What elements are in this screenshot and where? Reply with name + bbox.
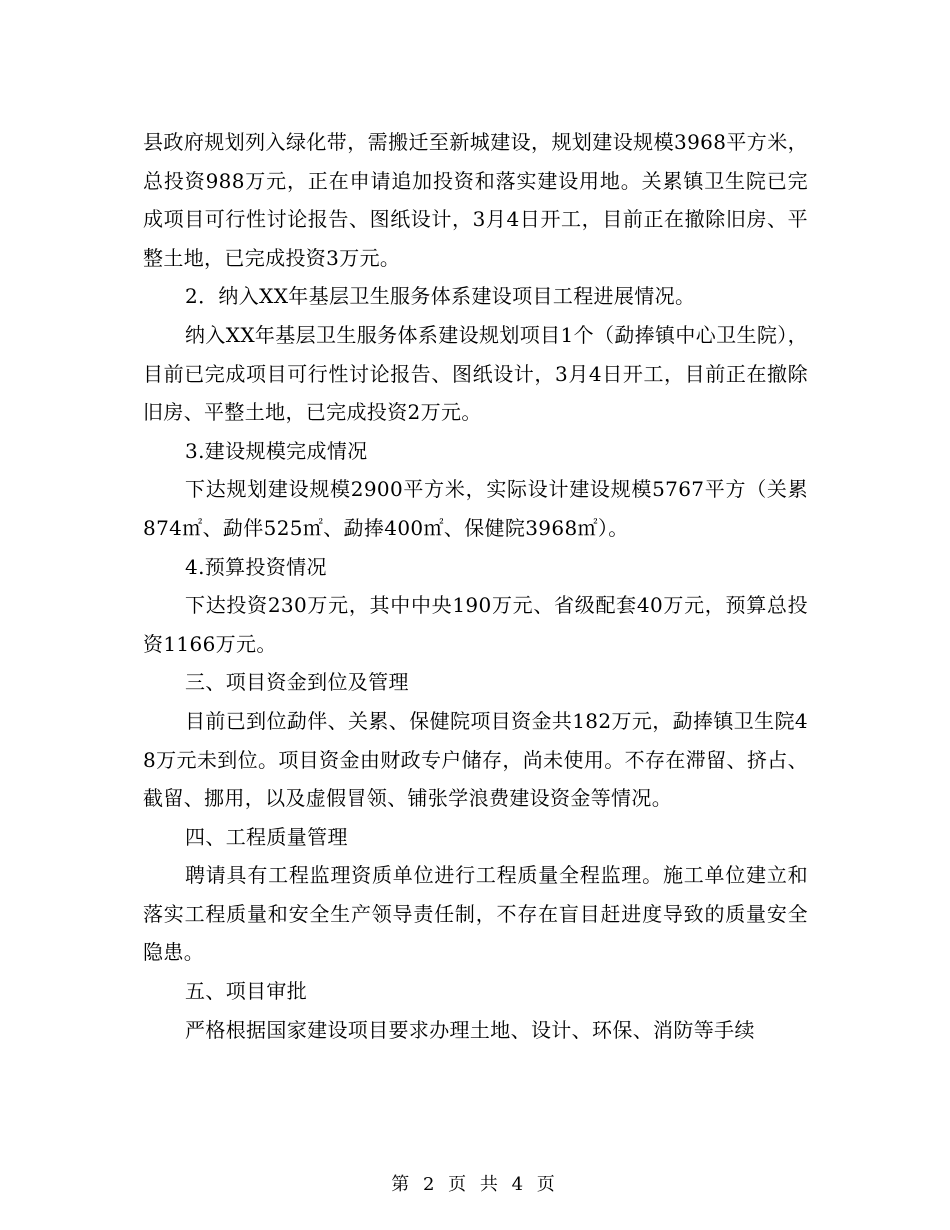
heading-xx-year-project-progress: 2．纳入XX年基层卫生服务体系建设项目工程进展情况。 — [185, 284, 696, 309]
heading-budget-investment: 4.预算投资情况 — [185, 554, 327, 579]
heading-quality-management: 四、工程质量管理 — [185, 824, 348, 849]
heading-funds-management: 三、项目资金到位及管理 — [185, 670, 409, 695]
paragraph-mengpeng-center-progress: 纳入XX年基层卫生服务体系建设规划项目1个（勐捧镇中心卫生院），目前已完成项目可行性讨论报告、图纸设计，3月4日开工，目前正在撤除旧房、平整土地，已完成投资2万元。 — [143, 322, 808, 425]
paragraph-budget-investment: 下达投资230万元，其中中央190万元、省级配套40万元，预算总投资1166万元。 — [143, 593, 808, 656]
page-number-footer: 第 2 页 共 4 页 — [391, 1174, 559, 1195]
heading-construction-scale: 3.建设规模完成情况 — [185, 438, 368, 463]
paragraph-construction-scale: 下达规划建设规模2900平方米，实际设计建设规模5767平方（关累874㎡、勐伴525㎡、勐捧400㎡、保健院3968㎡）。 — [143, 477, 808, 540]
paragraph-quality-management: 聘请具有工程监理资质单位进行工程质量全程监理。施工单位建立和落实工程质量和安全生产领导责任制，不存在盲目赶进度导致的质量安全隐患。 — [143, 863, 808, 965]
paragraph-relocation-status: 县政府规划列入绿化带，需搬迁至新城建设，规划建设规模3968平方米，总投资988万元，正在申请追加投资和落实建设用地。关累镇卫生院已完成项目可行性讨论报告、图纸设计，3月4日开工，目前正在撤除旧房、平整土地，已完成投资3万元。 — [143, 130, 808, 270]
document-body — [143, 123, 808, 1049]
heading-project-approval: 五、项目审批 — [185, 979, 308, 1004]
paragraph-project-approval: 严格根据国家建设项目要求办理土地、设计、环保、消防等手续 — [185, 1017, 755, 1042]
paragraph-funds-management: 目前已到位勐伴、关累、保健院项目资金共182万元，勐捧镇卫生院48万元未到位。项目资金由财政专户储存，尚未使用。不存在滞留、挤占、截留、挪用，以及虚假冒领、铺张学浪费建设资金等情况。 — [143, 708, 808, 811]
